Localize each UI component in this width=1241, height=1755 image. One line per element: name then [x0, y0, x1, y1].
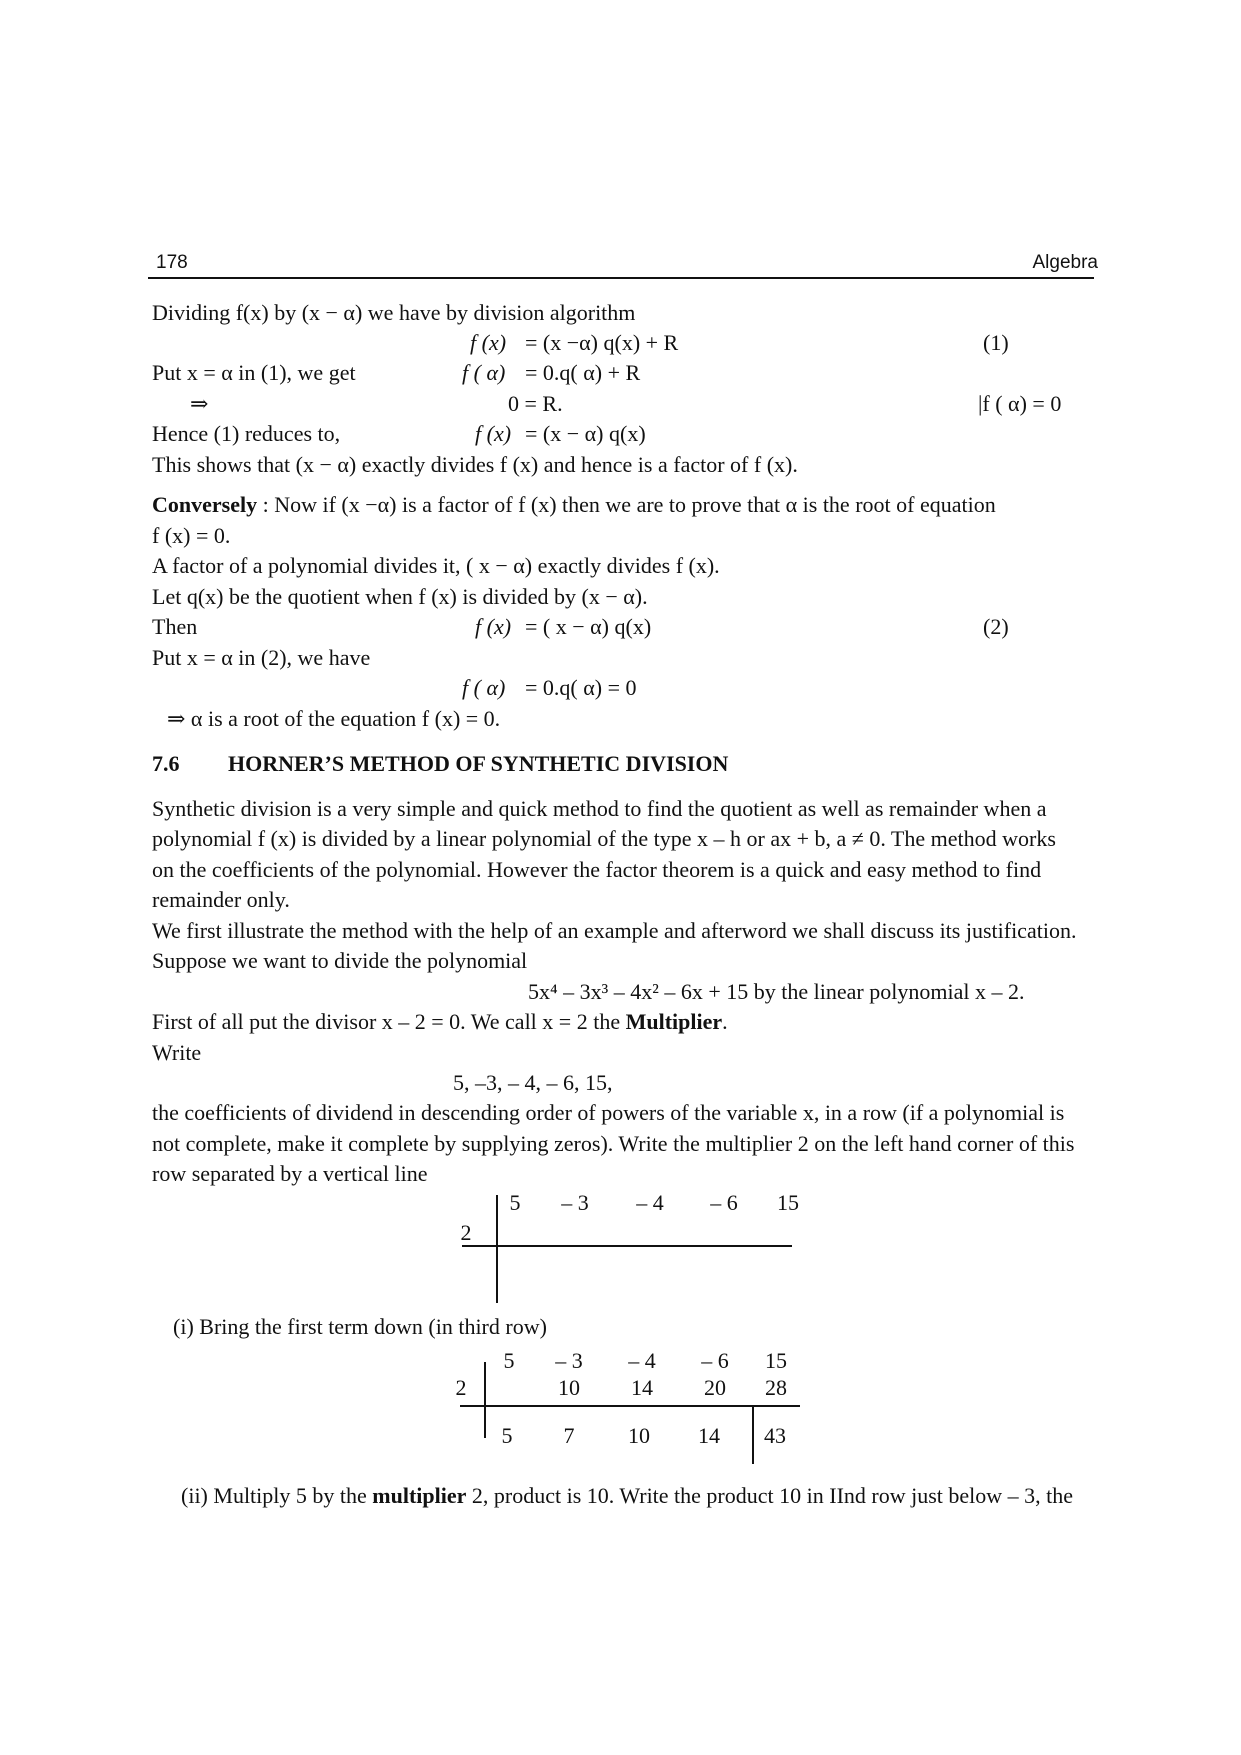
diagram2-row3-cell: 7 — [563, 1423, 575, 1448]
diagram1-multiplier: 2 — [460, 1220, 472, 1245]
section-title: HORNER’S METHOD OF SYNTHETIC DIVISION — [228, 751, 729, 776]
para-4-post: . — [722, 1009, 728, 1034]
step-2-post: 2, product is 10. Write the product 10 in IInd row just below – 3, the — [466, 1483, 1074, 1508]
proof-line-7: Let q(x) be the quotient when f (x) is divided by (x − α). — [152, 584, 648, 609]
diagram2-row3-cell: 5 — [501, 1423, 513, 1448]
diagram2-row2-cell: 14 — [631, 1375, 653, 1400]
para-6-line-1: the coefficients of dividend in descending order of powers of the variable x, in a row (if a polynomial is — [152, 1100, 1065, 1125]
para-5: Write — [152, 1040, 202, 1065]
eq4-lhs: f (x) — [475, 421, 512, 446]
diagram1-horizontal-line — [462, 1245, 792, 1247]
proof-line-2: Put x = α in (1), we get — [152, 360, 356, 385]
coefficient-list: 5, –3, – 4, – 6, 15, — [453, 1070, 613, 1095]
diagram2-remainder: 43 — [764, 1423, 786, 1448]
diagram2-row1-cell: – 3 — [555, 1348, 583, 1373]
conversely-line-2: f (x) = 0. — [152, 523, 231, 548]
header-rule — [148, 277, 1094, 279]
diagram2-row2-cell: 10 — [558, 1375, 580, 1400]
diagram2-row3-cell: 14 — [698, 1423, 720, 1448]
para-6-line-2: not complete, make it complete by supplying zeros). Write the multiplier 2 on the left hand corner of this — [152, 1131, 1075, 1156]
eq1-tag: (1) — [983, 330, 1009, 355]
proof-line-1: Dividing f(x) by (x − α) we have by division algorithm — [152, 300, 636, 325]
implies-arrow: ⇒ — [190, 391, 209, 416]
page-number: 178 — [156, 252, 188, 273]
proof-line-10: ⇒ α is a root of the equation f (x) = 0. — [167, 706, 501, 731]
eq6-rhs: = 0.q( α) = 0 — [525, 675, 637, 700]
diagram2-row1-cell: – 6 — [701, 1348, 729, 1373]
diagram1-coef: – 3 — [561, 1190, 589, 1215]
diagram2-row3-cell: 10 — [628, 1423, 650, 1448]
para-1-line-4: remainder only. — [152, 887, 290, 912]
diagram2-horizontal-line — [460, 1405, 800, 1407]
para-1-line-3: on the coefficients of the polynomial. However the factor theorem is a quick and easy method to find — [152, 857, 1042, 882]
conversely-text: : Now if (x −α) is a factor of f (x) then we are to prove that α is the root of equation — [257, 492, 996, 517]
diagram2-row1-cell: 15 — [765, 1348, 787, 1373]
diagram1-coef: – 4 — [636, 1190, 664, 1215]
diagram2-row1-cell: 5 — [503, 1348, 515, 1373]
step-2 — [181, 1483, 1073, 1509]
para-6-line-3: row separated by a vertical line — [152, 1161, 428, 1186]
para-2: We first illustrate the method with the help of an example and afterword we shall discuss its justification. — [152, 918, 1077, 943]
proof-line-9: Put x = α in (2), we have — [152, 645, 371, 670]
proof-line-5: This shows that (x − α) exactly divides f (x) and hence is a factor of f (x). — [152, 452, 798, 477]
diagram1-coef: 5 — [509, 1190, 521, 1215]
eq3: 0 = R. — [508, 391, 563, 416]
section-number: 7.6 — [152, 751, 180, 776]
eq2-lhs: f ( α) — [462, 360, 506, 385]
proof-line-6: A factor of a polynomial divides it, ( x − α) exactly divides f (x). — [152, 553, 720, 578]
eq5-rhs: = ( x − α) q(x) — [525, 614, 652, 639]
eq3-note: |f ( α) = 0 — [978, 391, 1062, 416]
diagram1-coef: 15 — [777, 1190, 799, 1215]
para-4 — [152, 1009, 728, 1035]
running-title: Algebra — [1032, 252, 1098, 273]
diagram2-row1-cell: – 4 — [628, 1348, 656, 1373]
step-2-bold: multiplier — [372, 1483, 467, 1508]
para-1-line-1: Synthetic division is a very simple and quick method to find the quotient as well as remainder when a — [152, 796, 1047, 821]
conversely-label: Conversely — [152, 492, 258, 517]
polynomial: 5x⁴ – 3x³ – 4x² – 6x + 15 by the linear polynomial x – 2. — [528, 979, 1025, 1004]
eq1-rhs: = (x −α) q(x) + R — [525, 330, 679, 355]
eq5-tag: (2) — [983, 614, 1009, 639]
para-1-line-2: polynomial f (x) is divided by a linear polynomial of the type x – h or ax + b, a ≠ 0. The method works — [152, 826, 1056, 851]
conversely-line — [152, 492, 996, 518]
step-1: (i) Bring the first term down (in third row) — [173, 1314, 547, 1339]
eq2-rhs: = 0.q( α) + R — [525, 360, 641, 385]
diagram2-row2-cell: 28 — [765, 1375, 787, 1400]
eq1-lhs: f (x) — [470, 330, 507, 355]
diagram2-multiplier: 2 — [455, 1375, 467, 1400]
multiplier-term: Multiplier — [625, 1009, 723, 1034]
eq4-rhs: = (x − α) q(x) — [525, 421, 646, 446]
eq6-lhs: f ( α) — [462, 675, 506, 700]
eq5-lhs: f (x) — [475, 614, 512, 639]
proof-line-8: Then — [152, 614, 198, 639]
para-4-pre: First of all put the divisor x – 2 = 0. We call x = 2 the — [152, 1009, 626, 1034]
diagram1-coef: – 6 — [710, 1190, 738, 1215]
diagram2-row2-cell: 20 — [704, 1375, 726, 1400]
step-2-pre: (ii) Multiply 5 by the — [181, 1483, 373, 1508]
proof-line-4: Hence (1) reduces to, — [152, 421, 341, 446]
para-3: Suppose we want to divide the polynomial — [152, 948, 528, 973]
